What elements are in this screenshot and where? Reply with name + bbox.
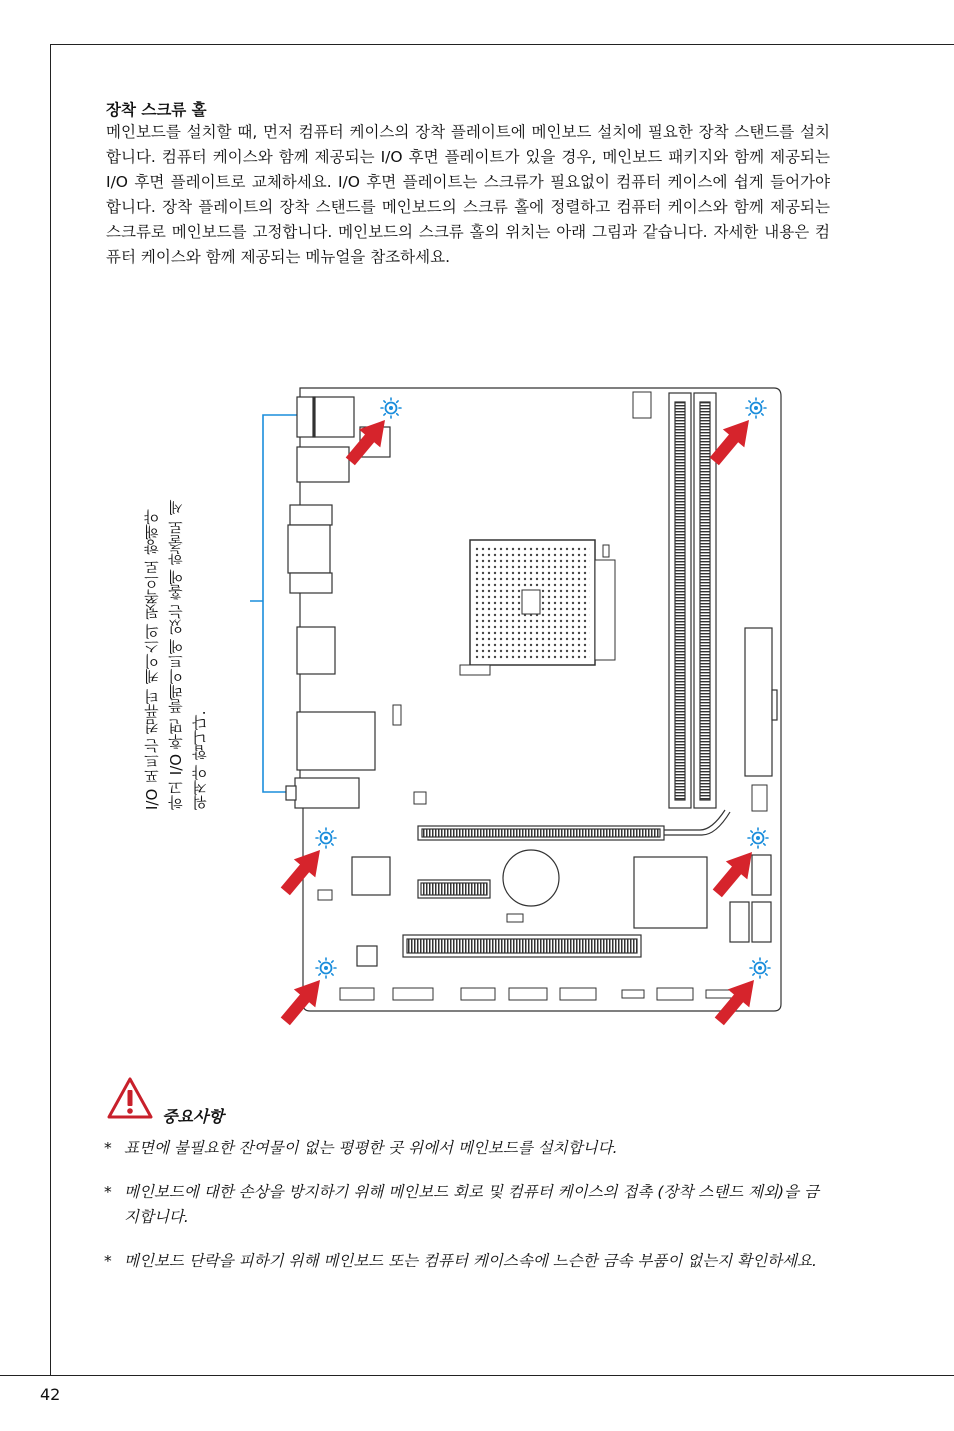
- note-bullet: *: [104, 1139, 112, 1157]
- note-bullet: *: [104, 1183, 112, 1201]
- io-note-line: I/O 포트는 컴퓨터 케이스의 뒷쪽으로 향해야: [143, 509, 161, 810]
- section-body: 메인보드를 설치할 때, 먼저 컴퓨터 케이스의 장착 플레이트에 메인보드 설치에 필요한 장착 스탠드를 설치합니다. 컴퓨터 케이스와 함께 제공되는 I/O 후면 플레이트가 있을 경우, 메인보드 패키지와 함께 제공되는 I/O 후면 플레이트로 교체하세요. I/O 후면 플레이트는 스크류가 필요없이 컴퓨터 케이스에 쉽게 들어가야 합니다. 장착 플레이트의 장착 스탠드를 메인보드의 스크류 홀에 정렬하고 컴퓨터 케이스와 함께 제공되는 스크류로 메인보드를 고정합니다. 메인보드의 스크류 홀의 위치는 아래 그림과 같습니다. 자세한 내용은 컴퓨터 케이스와 함께 제공되는 메뉴얼을 참조하세요.: [106, 123, 830, 266]
- note-item: [104, 1136, 830, 1161]
- cpu-socket: [460, 540, 615, 675]
- io-port-note: [140, 402, 212, 810]
- note-item: [104, 1249, 830, 1274]
- section-title: 장착 스크류 홀: [106, 101, 207, 119]
- important-title: 중요사항: [162, 1107, 224, 1126]
- note-text: 표면에 불필요한 잔여물이 없는 평평한 곳 위에서 메인보드를 설치합니다.: [124, 1139, 618, 1157]
- note-text: 메인보드 단락을 피하기 위해 메인보드 또는 컴퓨터 케이스속에 느슨한 금속 부품이 없는지 확인하세요.: [124, 1252, 817, 1270]
- note-bullet: *: [104, 1252, 112, 1270]
- io-bracket: [250, 415, 300, 792]
- io-panel: [286, 397, 390, 808]
- dimm-slots: [669, 393, 716, 808]
- important-notes: [104, 1136, 830, 1293]
- motherboard-diagram: [250, 380, 790, 1040]
- note-item: [104, 1180, 830, 1230]
- io-note-line: 워져야 합니다.: [191, 710, 209, 810]
- page-frame-top: [50, 44, 954, 45]
- page-frame-left: [50, 44, 51, 1375]
- warning-icon: [106, 1076, 154, 1120]
- io-note-line: 하고 I/O 후면 플레이트에 있는 홀에 한줄로 세: [167, 500, 185, 810]
- page-number: 42: [40, 1385, 61, 1404]
- atx-power-connector: [745, 628, 777, 776]
- note-text: 메인보드에 대한 손상을 방지하기 위해 메인보드 회로 및 컴퓨터 케이스의 접촉 (장착 스탠드 제외)을 금지합니다.: [124, 1183, 819, 1226]
- page-frame-bottom: [0, 1375, 954, 1376]
